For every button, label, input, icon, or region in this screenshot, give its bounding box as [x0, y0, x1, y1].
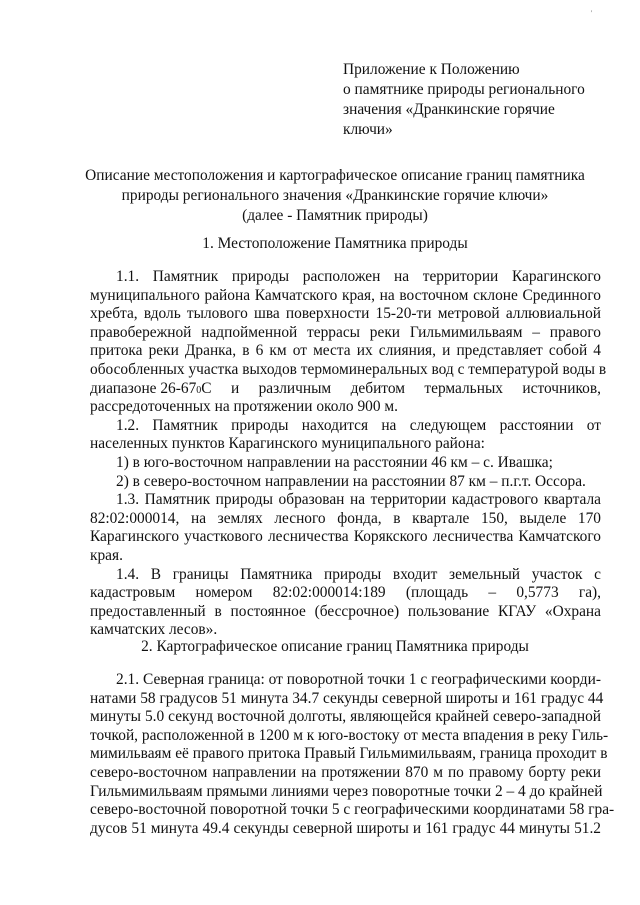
- section-1-body: [90, 268, 607, 640]
- paragraph-line: 1.3. Памятник природы образован на территории кадастрового квартала: [116, 491, 601, 509]
- paragraph-line: 1.1. Памятник природы расположен на территории Карагинского: [116, 268, 601, 285]
- corner-mark: ': [588, 8, 594, 18]
- paragraph-line: притока реки Дранка, в 6 км от места их слияния, и представляет собой 4: [90, 342, 601, 360]
- appendix-note: [343, 60, 593, 140]
- paragraph-line: 82:02:000014, на землях лесного фонда, в квартале 150, выделе 170: [90, 509, 601, 527]
- temperature-range: диапазоне 26-67: [90, 379, 197, 397]
- title-line: Описание местоположения и картографическое описание границ памятника: [85, 167, 585, 184]
- paragraph-line: минуты 5.0 секунд восточной долготы, являющейся крайней северо-западной: [90, 708, 601, 726]
- paragraph-line: предоставленный в постоянное (бессрочное) пользование КГАУ «Охрана: [90, 602, 601, 620]
- paragraph-line: правобережной надпойменной террасы реки Гильмимильваям – правого: [90, 323, 601, 341]
- paragraph-line: края.: [90, 546, 123, 564]
- paragraph-line: мимильваям её правого притока Правый Гильмимильваям, граница проходит в: [90, 745, 608, 763]
- title-line: (далее - Памятник природы): [242, 207, 428, 224]
- paragraph-line: Гильмимильваям прямыми линиями через поворотные точки 2 – 4 до крайней: [90, 782, 603, 800]
- document-title: [70, 166, 600, 226]
- temperature-tail: С и различным дебитом термальных источников,: [201, 379, 601, 397]
- paragraph-line: хребта, вдоль тылового шва поверхности 15-20-ти метровой аллювиальной: [90, 305, 601, 323]
- paragraph-line: рассредоточенных на протяжении около 900 м.: [90, 398, 398, 416]
- paragraph-line: 1) в юго-восточном направлении на расстоянии 46 км – с. Ивашка;: [116, 453, 553, 471]
- paragraph-line: кадастровым номером 82:02:000014:189 (площадь – 0,5773 га),: [90, 584, 601, 602]
- paragraph-line: 1.2. Памятник природы находится на следующем расстоянии от: [116, 416, 601, 434]
- appendix-line: ключи»: [343, 121, 393, 138]
- paragraph-line: 1.4. В границы Памятника природы входит земельный участок с: [116, 565, 601, 583]
- section-1-heading: 1. Местоположение Памятника природы: [202, 235, 468, 252]
- paragraph-line: камчатских лесов».: [90, 621, 218, 639]
- title-line: природы регионального значения «Дранкинские горячие ключи»: [121, 187, 549, 204]
- paragraph-line: населенных пунктов Карагинского муниципального района:: [90, 435, 485, 453]
- paragraph-line: северо-восточном направлении на протяжении 870 м по правому борту реки: [90, 763, 601, 781]
- section-2-body: [90, 671, 615, 838]
- paragraph-line: обособленных участка выходов термоминеральных вод с температурой воды в: [90, 360, 607, 378]
- paragraph-line-degree: диапазоне 26-67 0 С и различным дебитом термальных источников,: [90, 379, 601, 397]
- section-2-heading: 2. Картографическое описание границ Памятника природы: [141, 638, 529, 655]
- paragraph-line: натами 58 градусов 51 минута 34.7 секунды северной широты и 161 градус 44: [90, 689, 604, 707]
- paragraph-line: дусов 51 минута 49.4 секунды северной широты и 161 градус 44 минуты 51.2: [90, 819, 601, 837]
- paragraph-line: 2) в северо-восточном направлении на расстоянии 87 км – п.г.т. Оссора.: [116, 472, 586, 490]
- paragraph-line: точкой, расположенной в 1200 м к юго-востоку от места впадения в реку Гиль-: [90, 726, 609, 744]
- appendix-line: Приложение к Положению: [343, 61, 520, 78]
- appendix-line: значения «Дранкинские горячие: [343, 101, 555, 118]
- paragraph-line: северо-восточной поворотной точки 5 с географическими координатами 58 гра-: [90, 801, 615, 819]
- paragraph-line: Карагинского участкового лесничества Корякского лесничества Камчатского: [90, 528, 601, 546]
- appendix-line: о памятнике природы регионального: [343, 81, 585, 98]
- paragraph-line: 2.1. Северная граница: от поворотной точки 1 с географическими коорди-: [116, 671, 601, 688]
- paragraph-line: муниципального района Камчатского края, на восточном склоне Срединного: [90, 286, 601, 304]
